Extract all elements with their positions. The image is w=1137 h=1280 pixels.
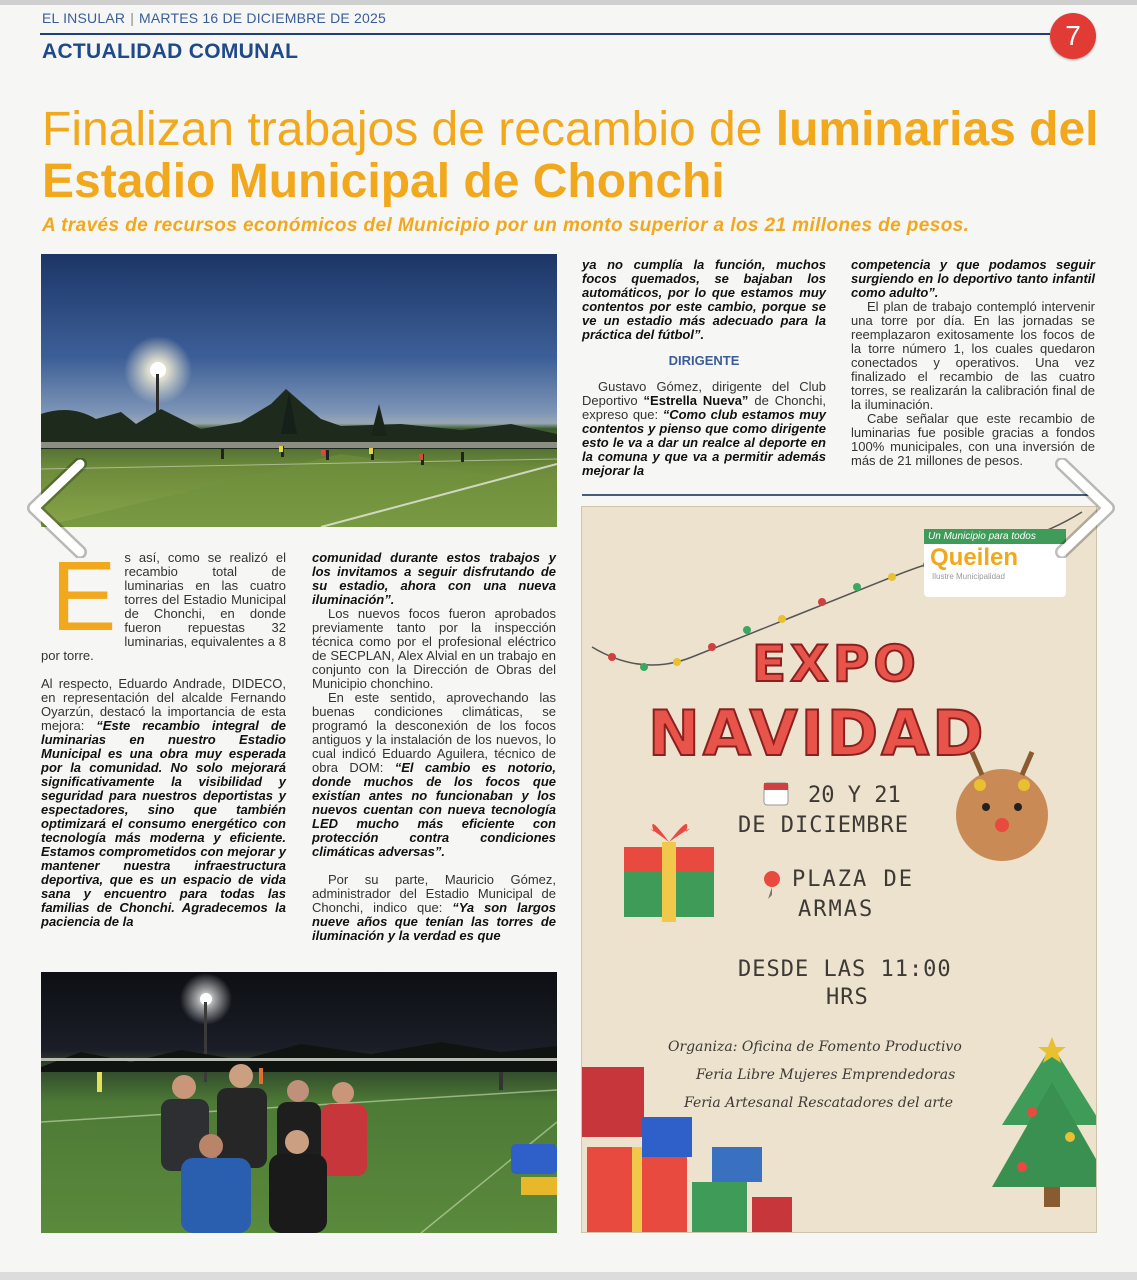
expo-navidad-poster	[581, 506, 1097, 1233]
paragraph-5-intro: Por su parte, Mauricio Gómez, administrador del Estadio Municipal de Chonchi, indico que:	[312, 872, 556, 915]
paragraph-1: s así, como se realizó el recambio total de luminarias en las cuatro torres del Estadio Municipal de Chonchi, en donde fueron repuestas 32 luminarias, equivalentes a 8 por torre.	[41, 550, 286, 663]
paragraph-8: Cabe señalar que este recambio de luminarias fue posible gracias a fondos 100% municipales, con una inversión de más de 21 millones de pesos.	[851, 411, 1095, 468]
headline-bold: luminarias del Estadio Municipal de Chonchi	[42, 103, 1099, 208]
paragraph-2	[41, 677, 286, 929]
column-divider-rule	[582, 494, 1097, 496]
paragraph-6-quote-part-b: competencia y que podamos seguir surgiendo en lo deportivo tanto infantil como adulto”.	[851, 257, 1095, 300]
paragraph-4-quote: “El cambio es notorio, donde muchos de los focos que existían antes no funcionaban y los nuevos cuentan con nueva tecnología LED mucho más eficiente con protección contra condiciones climáticas adversas”.	[312, 760, 557, 859]
queilen-logo	[924, 529, 1066, 597]
logo-name: Queilen	[930, 544, 1019, 571]
poster-place-1: PLAZA DE	[792, 867, 914, 892]
poster-date-2: DE DICIEMBRE	[738, 813, 909, 838]
group-night-illustration	[41, 972, 557, 1233]
header-separator: |	[130, 10, 135, 26]
article-headline	[42, 104, 1112, 208]
publication-date: MARTES 16 DE DICIEMBRE DE 2025	[139, 10, 386, 26]
poster-date-1: 20 Y 21	[808, 783, 901, 808]
subtitle-dirigente: DIRIGENTE	[668, 353, 740, 368]
logo-tagline: Un Municipio para todos	[924, 529, 1066, 544]
article-subhead: A través de recursos económicos del Municipio por un monto superior a los 21 millones de pesos.	[42, 215, 970, 236]
paragraph-6-intro: Gustavo Gómez, dirigente del Club Deportivo	[582, 379, 826, 408]
paragraph-5-continued	[582, 258, 826, 342]
header-rule	[40, 33, 1050, 35]
drop-cap: E	[51, 541, 117, 651]
club-name: “Estrella Nueva”	[643, 393, 749, 408]
section-title: ACTUALIDAD COMUNAL	[42, 40, 299, 63]
paragraph-6-continued	[851, 258, 1095, 300]
logo-sub: Ilustre Municipalidad	[932, 572, 1005, 581]
poster-feria-1: Feria Libre Mujeres Emprendedoras	[696, 1067, 956, 1083]
poster-time-1: DESDE LAS 11:00	[738, 957, 952, 982]
paragraph-5-quote-part-b: ya no cumplía la función, muchos focos quemados, se bajaban los automáticos, por lo que estamos muy contentos por este cambio, porque se ve un estadio más adecuado para la práctica del fútbol”.	[582, 257, 826, 342]
article-column-2	[312, 551, 556, 943]
paragraph-2-quote-part-a: “Este recambio integral de luminarias en nuestro Estadio Municipal es una obra muy esperada por la comunidad. No solo mejorará significativamente la visibilidad y seguridad para nuestros deportistas y espectadores, sino que también optimizará el consumo energético con tecnología más moderna y eficiente. Estamos comprometidos con mejorar y mantener nuestra infraestructura deportiva, que es un espacio de vida sana y encuentro para todas las familias de Chonchi. Agradecemos la paciencia de la	[41, 718, 286, 929]
next-page-chevron-icon[interactable]	[1050, 458, 1120, 558]
group-night-photo	[41, 972, 557, 1233]
article-column-3	[582, 258, 826, 478]
stadium-dusk-illustration	[41, 254, 557, 527]
paragraph-2-continued	[312, 551, 556, 607]
poster-feria-2: Feria Artesanal Rescatadores del arte	[684, 1095, 954, 1111]
headline-light: Finalizan trabajos de recambio de	[42, 103, 776, 156]
paragraph-2-intro: Al respecto, Eduardo Andrade, DIDECO, en representación del alcalde Fernando Oyarzún, destacó la importancia de esta mejora:	[41, 676, 286, 733]
article-column-4	[851, 258, 1095, 468]
paragraph-7: El plan de trabajo contempló intervenir una torre por día. En las jornadas se reemplazaron exitosamente los focos de la torre número 1, los cuales quedaron conectados y operativos. Una vez finalizado el recambio de las cuatro torres, se realizarán la calibración final de la iluminación.	[851, 299, 1095, 412]
poster-organiza: Organiza: Oficina de Fomento Productivo	[668, 1039, 962, 1055]
article-column-1	[41, 541, 286, 929]
poster-time-2: HRS	[826, 985, 869, 1010]
paragraph-3: Los nuevos focos fueron aprobados previamente tanto por la inspección técnica como por el profesional eléctrico de SECPLAN, Alex Alvial en un trabajo en conjunto con la Dirección de Obras del Municipio chonchino.	[312, 606, 556, 691]
header-dateline	[42, 10, 386, 26]
previous-page-chevron-icon[interactable]	[22, 458, 92, 558]
paragraph-4	[312, 691, 556, 859]
top-strip	[0, 0, 1137, 5]
bottom-edge	[0, 1272, 1137, 1280]
page-number-badge: 7	[1050, 13, 1096, 59]
poster-title-2: NAVIDAD	[648, 697, 987, 770]
stadium-dusk-photo	[41, 254, 557, 527]
paragraph-5-quote-part-a: “Ya son largos nueve años que tenían las torres de iluminación y la verdad es que	[312, 900, 556, 943]
paragraph-6-mid: de Chonchi, expreso que:	[582, 393, 826, 422]
paragraph-5	[312, 873, 556, 943]
paragraph-6-quote-part-a: “Como club estamos muy contentos y pienso que como dirigente esto le va a dar un realce al deporte en la comuna y que va a permitir además mejorar la	[582, 407, 826, 478]
paragraph-4-intro: En este sentido, aprovechando las buenas condiciones climáticas, se programó la desconexión de los focos antiguos y la instalación de los nuevos, lo cual indicó Eduardo Aguilera, técnico de obra DOM:	[312, 690, 556, 775]
poster-place-2: ARMAS	[798, 897, 875, 922]
poster-title-1: EXPO	[752, 635, 920, 693]
paragraph-2-quote-part-b: comunidad durante estos trabajos y los invitamos a seguir disfrutando de su estadio, ahora con una nueva iluminación”.	[312, 550, 556, 607]
paragraph-6	[582, 380, 826, 478]
publication-name: EL INSULAR	[42, 10, 126, 26]
